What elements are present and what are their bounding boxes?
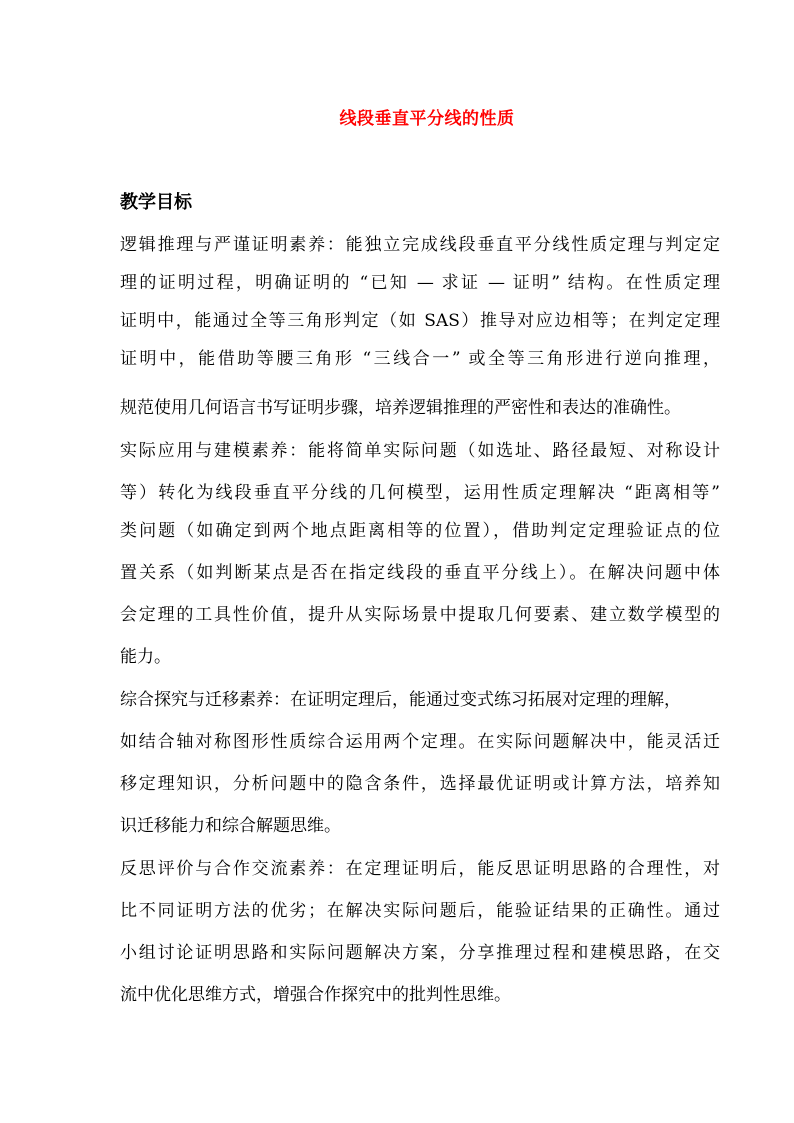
- paragraph-line: 反思评价与合作交流素养：在定理证明后，能反思证明思路的合理性，对: [120, 859, 720, 879]
- paragraph-line: 等）转化为线段垂直平分线的几何模型，运用性质定理解决 “距离相等”: [120, 483, 720, 503]
- paragraph-line: 小组讨论证明思路和实际问题解决方案，分享推理过程和建模思路，在交: [120, 943, 720, 963]
- paragraph-line: 识迁移能力和综合解题思维。: [120, 816, 341, 836]
- paragraph-line: 综合探究与迁移素养：在证明定理后，能通过变式练习拓展对定理的理解，: [120, 690, 681, 710]
- paragraph-line: 流中优化思维方式，增强合作探究中的批判性思维。: [120, 985, 511, 1005]
- paragraph-line: 比不同证明方法的优劣；在解决实际问题后，能验证结果的正确性。通过: [120, 901, 720, 921]
- paragraph-line: 证明中，能借助等腰三角形 “三线合一” 或全等三角形进行逆向推理，: [120, 349, 720, 369]
- paragraph-line: 能力。: [120, 647, 171, 667]
- paragraph-line: 如结合轴对称图形性质综合运用两个定理。在实际问题解决中，能灵活迁: [120, 732, 720, 752]
- paragraph-line: 规范使用几何语言书写证明步骤，培养逻辑推理的严密性和表达的准确性。: [120, 398, 681, 418]
- paragraph-line: 逻辑推理与严谨证明素养：能独立完成线段垂直平分线性质定理与判定定: [120, 235, 720, 255]
- section-heading: 教学目标: [120, 192, 192, 213]
- paragraph-line: 会定理的工具性价值，提升从实际场景中提取几何要素、建立数学模型的: [120, 605, 720, 625]
- paragraph-line: 类问题（如确定到两个地点距离相等的位置），借助判定定理验证点的位: [120, 521, 720, 541]
- paragraph-line: 置关系（如判断某点是否在指定线段的垂直平分线上）。在解决问题中体: [120, 563, 720, 583]
- paragraph-line: 实际应用与建模素养：能将简单实际问题（如选址、路径最短、对称设计: [120, 441, 720, 461]
- paragraph-line: 移定理知识，分析问题中的隐含条件，选择最优证明或计算方法，培养知: [120, 774, 720, 794]
- paragraph-line: 证明中，能通过全等三角形判定（如 SAS）推导对应边相等；在判定定理: [120, 311, 720, 331]
- paragraph-line: 理的证明过程，明确证明的 “已知 — 求证 — 证明” 结构。在性质定理: [120, 273, 720, 293]
- document-title: 线段垂直平分线的性质: [339, 109, 515, 129]
